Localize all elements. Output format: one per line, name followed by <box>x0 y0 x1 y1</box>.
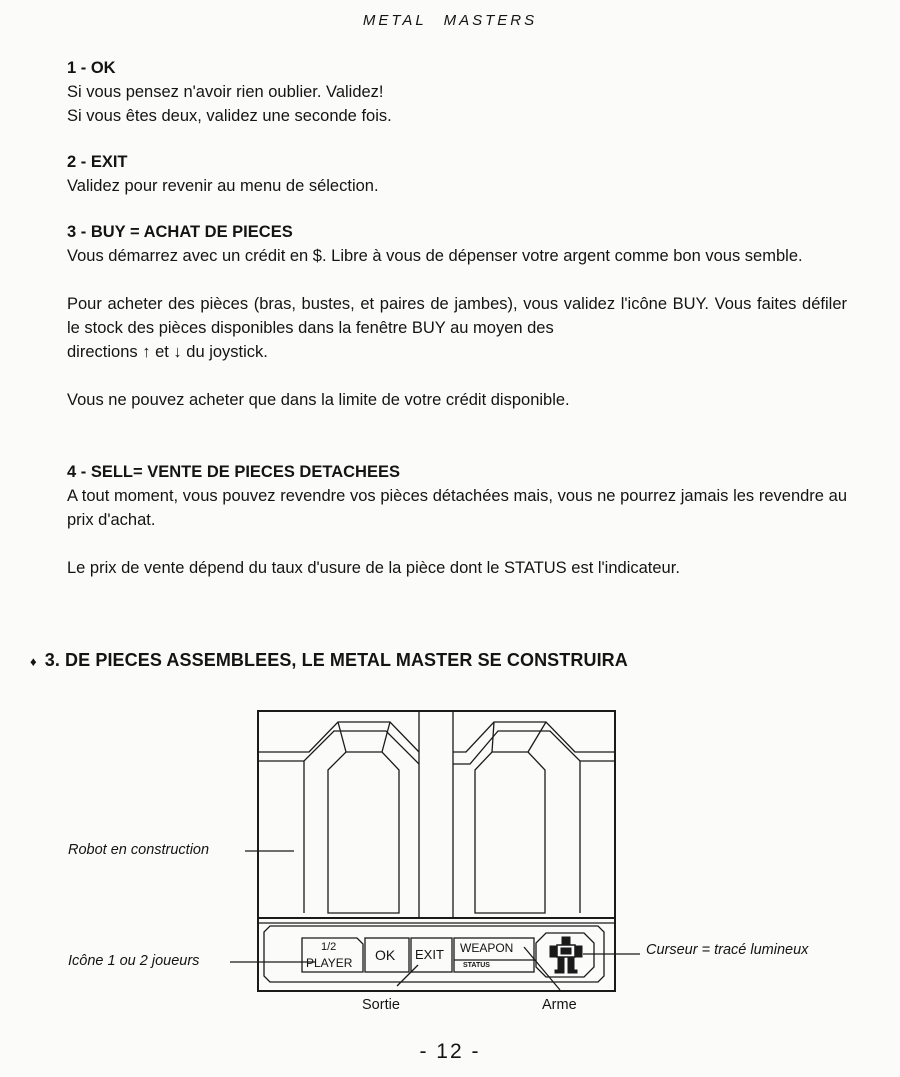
section-title: 4 - SELL= VENTE DE PIECES DETACHEES <box>67 463 400 481</box>
section-line: Si vous pensez n'avoir rien oublier. Validez! <box>67 83 384 101</box>
section-title: 2 - EXIT <box>67 153 128 171</box>
cursor-caption: Curseur = tracé lumineux <box>646 942 809 958</box>
player-button-label: PLAYER <box>306 956 353 970</box>
weapon-caption: Arme <box>542 997 577 1013</box>
exit-caption: Sortie <box>362 997 400 1013</box>
arrow-down-icon: ↓ <box>173 343 182 361</box>
directions-line <box>67 340 847 364</box>
section-exit <box>67 150 847 198</box>
game-screen-figure <box>0 700 900 1030</box>
section-line: Validez pour revenir au menu de sélection. <box>67 177 379 195</box>
status-label: STATUS <box>463 962 490 969</box>
player-button-top: 1/2 <box>321 941 337 953</box>
game-screen-diagram <box>0 700 900 1030</box>
paragraph: Pour acheter des pièces (bras, bustes, et paires de jambes), vous validez l'icône BUY. Vous faites défiler le stock des pièces disponibles dans la fenêtre BUY au moyen des <box>67 295 847 337</box>
paragraph: A tout moment, vous pouvez revendre vos pièces détachées mais, vous ne pourrez jamais les revendre au prix d'achat. <box>67 487 847 529</box>
weapon-button-label: WEAPON <box>460 941 514 955</box>
paragraph: Vous démarrez avec un crédit en $. Libre à vous de dépenser votre argent comme bon vous semble. <box>67 247 803 265</box>
running-header: METAL MASTERS <box>362 12 538 29</box>
robot-caption: Robot en construction <box>68 842 210 858</box>
arrow-up-icon: ↑ <box>142 343 151 361</box>
paragraph: Vous ne pouvez acheter que dans la limite de votre crédit disponible. <box>67 391 570 409</box>
section-title: 3 - BUY = ACHAT DE PIECES <box>67 223 293 241</box>
page-number: - 12 - <box>419 1040 481 1063</box>
section-sell <box>67 460 847 580</box>
players-caption: Icône 1 ou 2 joueurs <box>68 953 200 969</box>
chapter-heading <box>30 650 628 671</box>
joystick-word: du joystick. <box>186 343 268 361</box>
section-line: Si vous êtes deux, validez une seconde fois. <box>67 107 392 125</box>
ok-button-label: OK <box>375 947 396 963</box>
paragraph: Le prix de vente dépend du taux d'usure de la pièce dont le STATUS est l'indicateur. <box>67 559 680 577</box>
diamond-bullet-icon: ♦ <box>30 654 37 669</box>
and-word: et <box>155 343 169 361</box>
section-ok <box>67 56 847 128</box>
directions-word: directions <box>67 343 138 361</box>
robot-icon <box>550 937 582 973</box>
exit-button-label: EXIT <box>415 947 444 962</box>
chapter-title: 3. DE PIECES ASSEMBLEES, LE METAL MASTER SE CONSTRUIRA <box>44 650 628 670</box>
section-title: 1 - OK <box>67 59 116 77</box>
section-buy <box>67 220 847 412</box>
